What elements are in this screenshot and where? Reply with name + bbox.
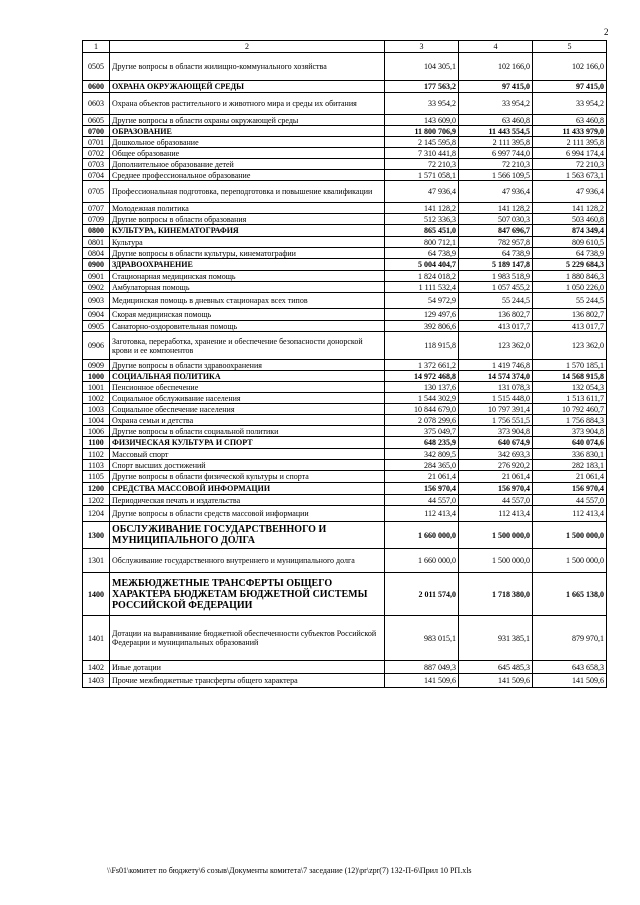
row-code: 1100 — [83, 437, 110, 449]
value-col5: 373 904,8 — [533, 426, 607, 437]
value-col3: 1 824 018,2 — [385, 271, 459, 282]
table-row — [83, 522, 607, 549]
row-code: 1000 — [83, 371, 110, 382]
row-name: Другие вопросы в области культуры, кинематографии — [110, 248, 385, 259]
row-code: 0702 — [83, 148, 110, 159]
table-row — [83, 674, 607, 688]
value-col5: 72 210,3 — [533, 159, 607, 170]
row-code: 0605 — [83, 115, 110, 126]
table-row — [83, 332, 607, 360]
row-name: Дополнительное образование детей — [110, 159, 385, 170]
table-row — [83, 259, 607, 271]
value-col5: 14 568 915,8 — [533, 371, 607, 382]
value-col4: 72 210,3 — [459, 159, 533, 170]
value-col5: 10 792 460,7 — [533, 404, 607, 415]
column-number: 4 — [459, 41, 533, 53]
row-code: 1402 — [83, 661, 110, 674]
value-col3: 1 111 532,4 — [385, 282, 459, 293]
value-col4: 55 244,5 — [459, 293, 533, 309]
value-col5: 1 665 138,0 — [533, 573, 607, 616]
row-name: Среднее профессиональное образование — [110, 170, 385, 181]
row-code: 1004 — [83, 415, 110, 426]
table-row — [83, 214, 607, 225]
column-number: 2 — [110, 41, 385, 53]
value-col4: 1 983 518,9 — [459, 271, 533, 282]
value-col4: 11 443 554,5 — [459, 126, 533, 137]
table-row — [83, 471, 607, 483]
row-code: 1202 — [83, 495, 110, 506]
value-col5: 874 349,4 — [533, 225, 607, 237]
row-code: 0701 — [83, 137, 110, 148]
value-col4: 2 111 395,8 — [459, 137, 533, 148]
value-col3: 512 336,3 — [385, 214, 459, 225]
row-code: 0906 — [83, 332, 110, 360]
value-col5: 2 111 395,8 — [533, 137, 607, 148]
value-col4: 276 920,2 — [459, 460, 533, 471]
row-code: 1001 — [83, 382, 110, 393]
row-name: Другие вопросы в области жилищно-коммунального хозяйства — [110, 53, 385, 81]
value-col5: 282 183,1 — [533, 460, 607, 471]
table-row — [83, 271, 607, 282]
row-name: Санаторно-оздоровительная помощь — [110, 321, 385, 332]
value-col5: 44 557,0 — [533, 495, 607, 506]
table-row — [83, 159, 607, 170]
value-col5: 1 570 185,1 — [533, 360, 607, 371]
row-code: 0909 — [83, 360, 110, 371]
value-col5: 63 460,8 — [533, 115, 607, 126]
row-code: 0709 — [83, 214, 110, 225]
value-col3: 33 954,2 — [385, 93, 459, 115]
table-row — [83, 248, 607, 259]
table-row — [83, 126, 607, 137]
row-name: Другие вопросы в области образования — [110, 214, 385, 225]
row-code: 0901 — [83, 271, 110, 282]
value-col4: 141 128,2 — [459, 203, 533, 214]
row-name: МЕЖБЮДЖЕТНЫЕ ТРАНСФЕРТЫ ОБЩЕГО ХАРАКТЕРА БЮДЖЕТАМ БЮДЖЕТНОЙ СИСТЕМЫ РОССИЙСКОЙ ФЕДЕРАЦИИ — [110, 573, 385, 616]
value-col3: 800 712,1 — [385, 237, 459, 248]
value-col3: 392 806,6 — [385, 321, 459, 332]
value-col4: 44 557,0 — [459, 495, 533, 506]
table-row — [83, 382, 607, 393]
table-row — [83, 371, 607, 382]
value-col3: 141 128,2 — [385, 203, 459, 214]
value-col5: 141 509,6 — [533, 674, 607, 688]
table-row — [83, 237, 607, 248]
value-col5: 136 802,7 — [533, 309, 607, 321]
value-col3: 10 844 679,0 — [385, 404, 459, 415]
row-code: 0707 — [83, 203, 110, 214]
row-name: Амбулаторная помощь — [110, 282, 385, 293]
value-col5: 809 610,5 — [533, 237, 607, 248]
row-code: 0603 — [83, 93, 110, 115]
table-row — [83, 573, 607, 616]
row-name: ОБРАЗОВАНИЕ — [110, 126, 385, 137]
value-col5: 643 658,3 — [533, 661, 607, 674]
value-col4: 782 957,8 — [459, 237, 533, 248]
value-col4: 5 189 147,8 — [459, 259, 533, 271]
value-col3: 1 660 000,0 — [385, 522, 459, 549]
row-name: Молодежная политика — [110, 203, 385, 214]
value-col4: 931 385,1 — [459, 616, 533, 661]
value-col4: 131 078,3 — [459, 382, 533, 393]
row-code: 1400 — [83, 573, 110, 616]
table-row — [83, 661, 607, 674]
row-name: Охрана объектов растительного и животного мира и среды их обитания — [110, 93, 385, 115]
value-col3: 284 365,0 — [385, 460, 459, 471]
row-code: 1102 — [83, 449, 110, 460]
value-col4: 413 017,7 — [459, 321, 533, 332]
value-col3: 141 509,6 — [385, 674, 459, 688]
budget-table — [82, 40, 607, 688]
value-col4: 21 061,4 — [459, 471, 533, 483]
value-col3: 64 738,9 — [385, 248, 459, 259]
row-code: 0905 — [83, 321, 110, 332]
value-col3: 129 497,6 — [385, 309, 459, 321]
table-row — [83, 309, 607, 321]
value-col5: 64 738,9 — [533, 248, 607, 259]
table-row — [83, 282, 607, 293]
row-name: Заготовка, переработка, хранение и обеспечение безопасности донорской крови и ее компонентов — [110, 332, 385, 360]
value-col5: 1 563 673,1 — [533, 170, 607, 181]
value-col4: 47 936,4 — [459, 181, 533, 203]
value-col4: 63 460,8 — [459, 115, 533, 126]
value-col3: 11 800 706,9 — [385, 126, 459, 137]
table-row — [83, 437, 607, 449]
value-col3: 14 972 468,8 — [385, 371, 459, 382]
value-col3: 177 563,2 — [385, 81, 459, 93]
value-col5: 123 362,0 — [533, 332, 607, 360]
row-code: 0904 — [83, 309, 110, 321]
table-row — [83, 449, 607, 460]
row-name: Стационарная медицинская помощь — [110, 271, 385, 282]
value-col4: 14 574 374,0 — [459, 371, 533, 382]
value-col5: 1 500 000,0 — [533, 522, 607, 549]
value-col3: 342 809,5 — [385, 449, 459, 460]
value-col4: 342 693,3 — [459, 449, 533, 460]
row-code: 1403 — [83, 674, 110, 688]
table-row — [83, 426, 607, 437]
row-code: 1002 — [83, 393, 110, 404]
value-col5: 132 054,3 — [533, 382, 607, 393]
value-col3: 54 972,9 — [385, 293, 459, 309]
value-col3: 5 004 404,7 — [385, 259, 459, 271]
value-col3: 1 571 058,1 — [385, 170, 459, 181]
value-col5: 5 229 684,3 — [533, 259, 607, 271]
value-col3: 156 970,4 — [385, 483, 459, 495]
row-code: 0700 — [83, 126, 110, 137]
row-name: Другие вопросы в области охраны окружающей среды — [110, 115, 385, 126]
value-col4: 97 415,0 — [459, 81, 533, 93]
value-col3: 1 660 000,0 — [385, 549, 459, 573]
row-code: 0705 — [83, 181, 110, 203]
table-row — [83, 495, 607, 506]
value-col5: 1 500 000,0 — [533, 549, 607, 573]
table-row — [83, 53, 607, 81]
value-col5: 6 994 174,4 — [533, 148, 607, 159]
row-code: 0902 — [83, 282, 110, 293]
value-col4: 1 718 380,0 — [459, 573, 533, 616]
table-row — [83, 549, 607, 573]
table-row — [83, 506, 607, 522]
row-name: Социальное обеспечение населения — [110, 404, 385, 415]
value-col3: 375 049,7 — [385, 426, 459, 437]
column-number: 3 — [385, 41, 459, 53]
row-code: 0800 — [83, 225, 110, 237]
row-name: Другие вопросы в области физической культуры и спорта — [110, 471, 385, 483]
value-col5: 112 413,4 — [533, 506, 607, 522]
value-col4: 64 738,9 — [459, 248, 533, 259]
table-row — [83, 137, 607, 148]
table-row — [83, 115, 607, 126]
row-code: 1204 — [83, 506, 110, 522]
row-name: ЗДРАВООХРАНЕНИЕ — [110, 259, 385, 271]
value-col5: 336 830,1 — [533, 449, 607, 460]
row-name: Пенсионное обеспечение — [110, 382, 385, 393]
value-col3: 2 011 574,0 — [385, 573, 459, 616]
value-col4: 112 413,4 — [459, 506, 533, 522]
row-code: 1105 — [83, 471, 110, 483]
value-col4: 156 970,4 — [459, 483, 533, 495]
row-name: Другие вопросы в области средств массовой информации — [110, 506, 385, 522]
value-col4: 373 904,8 — [459, 426, 533, 437]
table-row — [83, 404, 607, 415]
table-row — [83, 93, 607, 115]
value-col4: 507 030,3 — [459, 214, 533, 225]
row-name: СОЦИАЛЬНАЯ ПОЛИТИКА — [110, 371, 385, 382]
row-code: 1003 — [83, 404, 110, 415]
file-path-footer: \\Fs01\комитет по бюджету\6 созыв\Документы комитета\7 заседание (12)\pr\zpr(7) 132-П-6\Прил 10 РП.xls — [107, 866, 472, 875]
value-col3: 21 061,4 — [385, 471, 459, 483]
value-col4: 141 509,6 — [459, 674, 533, 688]
value-col5: 1 050 226,0 — [533, 282, 607, 293]
row-name: Прочие межбюджетные трансферты общего характера — [110, 674, 385, 688]
column-number: 1 — [83, 41, 110, 53]
value-col3: 104 305,1 — [385, 53, 459, 81]
row-name: Обслуживание государственного внутреннего и муниципального долга — [110, 549, 385, 573]
value-col5: 102 166,0 — [533, 53, 607, 81]
value-col3: 648 235,9 — [385, 437, 459, 449]
value-col3: 118 915,8 — [385, 332, 459, 360]
table-row — [83, 460, 607, 471]
value-col4: 33 954,2 — [459, 93, 533, 115]
table-row — [83, 321, 607, 332]
table-row — [83, 181, 607, 203]
row-code: 0804 — [83, 248, 110, 259]
value-col4: 10 797 391,4 — [459, 404, 533, 415]
row-name: Иные дотации — [110, 661, 385, 674]
row-name: СРЕДСТВА МАССОВОЙ ИНФОРМАЦИИ — [110, 483, 385, 495]
row-name: Профессиональная подготовка, переподготовка и повышение квалификации — [110, 181, 385, 203]
row-name: Спорт высших достижений — [110, 460, 385, 471]
value-col3: 983 015,1 — [385, 616, 459, 661]
value-col4: 136 802,7 — [459, 309, 533, 321]
table-row — [83, 225, 607, 237]
row-code: 1300 — [83, 522, 110, 549]
value-col4: 1 566 109,5 — [459, 170, 533, 181]
table-row — [83, 393, 607, 404]
value-col5: 640 074,6 — [533, 437, 607, 449]
value-col5: 97 415,0 — [533, 81, 607, 93]
table-row — [83, 483, 607, 495]
value-col3: 47 936,4 — [385, 181, 459, 203]
table-row — [83, 616, 607, 661]
column-number: 5 — [533, 41, 607, 53]
value-col5: 33 954,2 — [533, 93, 607, 115]
row-name: Дотации на выравнивание бюджетной обеспеченности субъектов Российской Федерации и муниципальных образований — [110, 616, 385, 661]
value-col5: 503 460,8 — [533, 214, 607, 225]
value-col3: 143 609,0 — [385, 115, 459, 126]
value-col5: 21 061,4 — [533, 471, 607, 483]
row-name: Медицинская помощь в дневных стационарах всех типов — [110, 293, 385, 309]
row-code: 0505 — [83, 53, 110, 81]
row-name: Дошкольное образование — [110, 137, 385, 148]
value-col5: 156 970,4 — [533, 483, 607, 495]
value-col4: 1 500 000,0 — [459, 549, 533, 573]
row-code: 1301 — [83, 549, 110, 573]
row-name: ОХРАНА ОКРУЖАЮЩЕЙ СРЕДЫ — [110, 81, 385, 93]
row-code: 1200 — [83, 483, 110, 495]
row-name: Общее образование — [110, 148, 385, 159]
value-col4: 645 485,3 — [459, 661, 533, 674]
value-col4: 102 166,0 — [459, 53, 533, 81]
value-col3: 2 078 299,6 — [385, 415, 459, 426]
value-col3: 72 210,3 — [385, 159, 459, 170]
row-code: 0900 — [83, 259, 110, 271]
value-col4: 640 674,9 — [459, 437, 533, 449]
value-col5: 141 128,2 — [533, 203, 607, 214]
value-col3: 2 145 595,8 — [385, 137, 459, 148]
row-code: 0903 — [83, 293, 110, 309]
value-col3: 1 372 661,2 — [385, 360, 459, 371]
value-col5: 1 880 846,3 — [533, 271, 607, 282]
row-code: 1103 — [83, 460, 110, 471]
page-number: 2 — [604, 27, 609, 37]
table-row — [83, 293, 607, 309]
value-col4: 1 419 746,8 — [459, 360, 533, 371]
value-col5: 55 244,5 — [533, 293, 607, 309]
value-col3: 44 557,0 — [385, 495, 459, 506]
value-col5: 47 936,4 — [533, 181, 607, 203]
column-number-row — [83, 41, 607, 53]
row-name: Социальное обслуживание населения — [110, 393, 385, 404]
value-col4: 6 997 744,0 — [459, 148, 533, 159]
row-code: 0703 — [83, 159, 110, 170]
value-col3: 130 137,6 — [385, 382, 459, 393]
value-col4: 1 057 455,2 — [459, 282, 533, 293]
row-name: Культура — [110, 237, 385, 248]
row-code: 1006 — [83, 426, 110, 437]
value-col3: 112 413,4 — [385, 506, 459, 522]
value-col4: 847 696,7 — [459, 225, 533, 237]
value-col4: 123 362,0 — [459, 332, 533, 360]
value-col5: 11 433 979,0 — [533, 126, 607, 137]
table-row — [83, 148, 607, 159]
value-col4: 1 756 551,5 — [459, 415, 533, 426]
value-col3: 7 310 441,8 — [385, 148, 459, 159]
value-col4: 1 515 448,0 — [459, 393, 533, 404]
row-name: Другие вопросы в области социальной политики — [110, 426, 385, 437]
value-col5: 879 970,1 — [533, 616, 607, 661]
row-name: ФИЗИЧЕСКАЯ КУЛЬТУРА И СПОРТ — [110, 437, 385, 449]
value-col5: 413 017,7 — [533, 321, 607, 332]
row-code: 0704 — [83, 170, 110, 181]
value-col3: 887 049,3 — [385, 661, 459, 674]
value-col4: 1 500 000,0 — [459, 522, 533, 549]
table-row — [83, 415, 607, 426]
value-col5: 1 513 611,7 — [533, 393, 607, 404]
row-code: 0801 — [83, 237, 110, 248]
table-row — [83, 203, 607, 214]
row-name: Охрана семьи и детства — [110, 415, 385, 426]
row-name: Другие вопросы в области здравоохранения — [110, 360, 385, 371]
row-name: ОБСЛУЖИВАНИЕ ГОСУДАРСТВЕННОГО И МУНИЦИПАЛЬНОГО ДОЛГА — [110, 522, 385, 549]
table-row — [83, 170, 607, 181]
row-name: Массовый спорт — [110, 449, 385, 460]
row-name: КУЛЬТУРА, КИНЕМАТОГРАФИЯ — [110, 225, 385, 237]
table-row — [83, 360, 607, 371]
table-row — [83, 81, 607, 93]
row-name: Периодическая печать и издательства — [110, 495, 385, 506]
row-code: 0600 — [83, 81, 110, 93]
value-col3: 865 451,0 — [385, 225, 459, 237]
row-name: Скорая медицинская помощь — [110, 309, 385, 321]
value-col3: 1 544 302,9 — [385, 393, 459, 404]
row-code: 1401 — [83, 616, 110, 661]
value-col5: 1 756 884,3 — [533, 415, 607, 426]
